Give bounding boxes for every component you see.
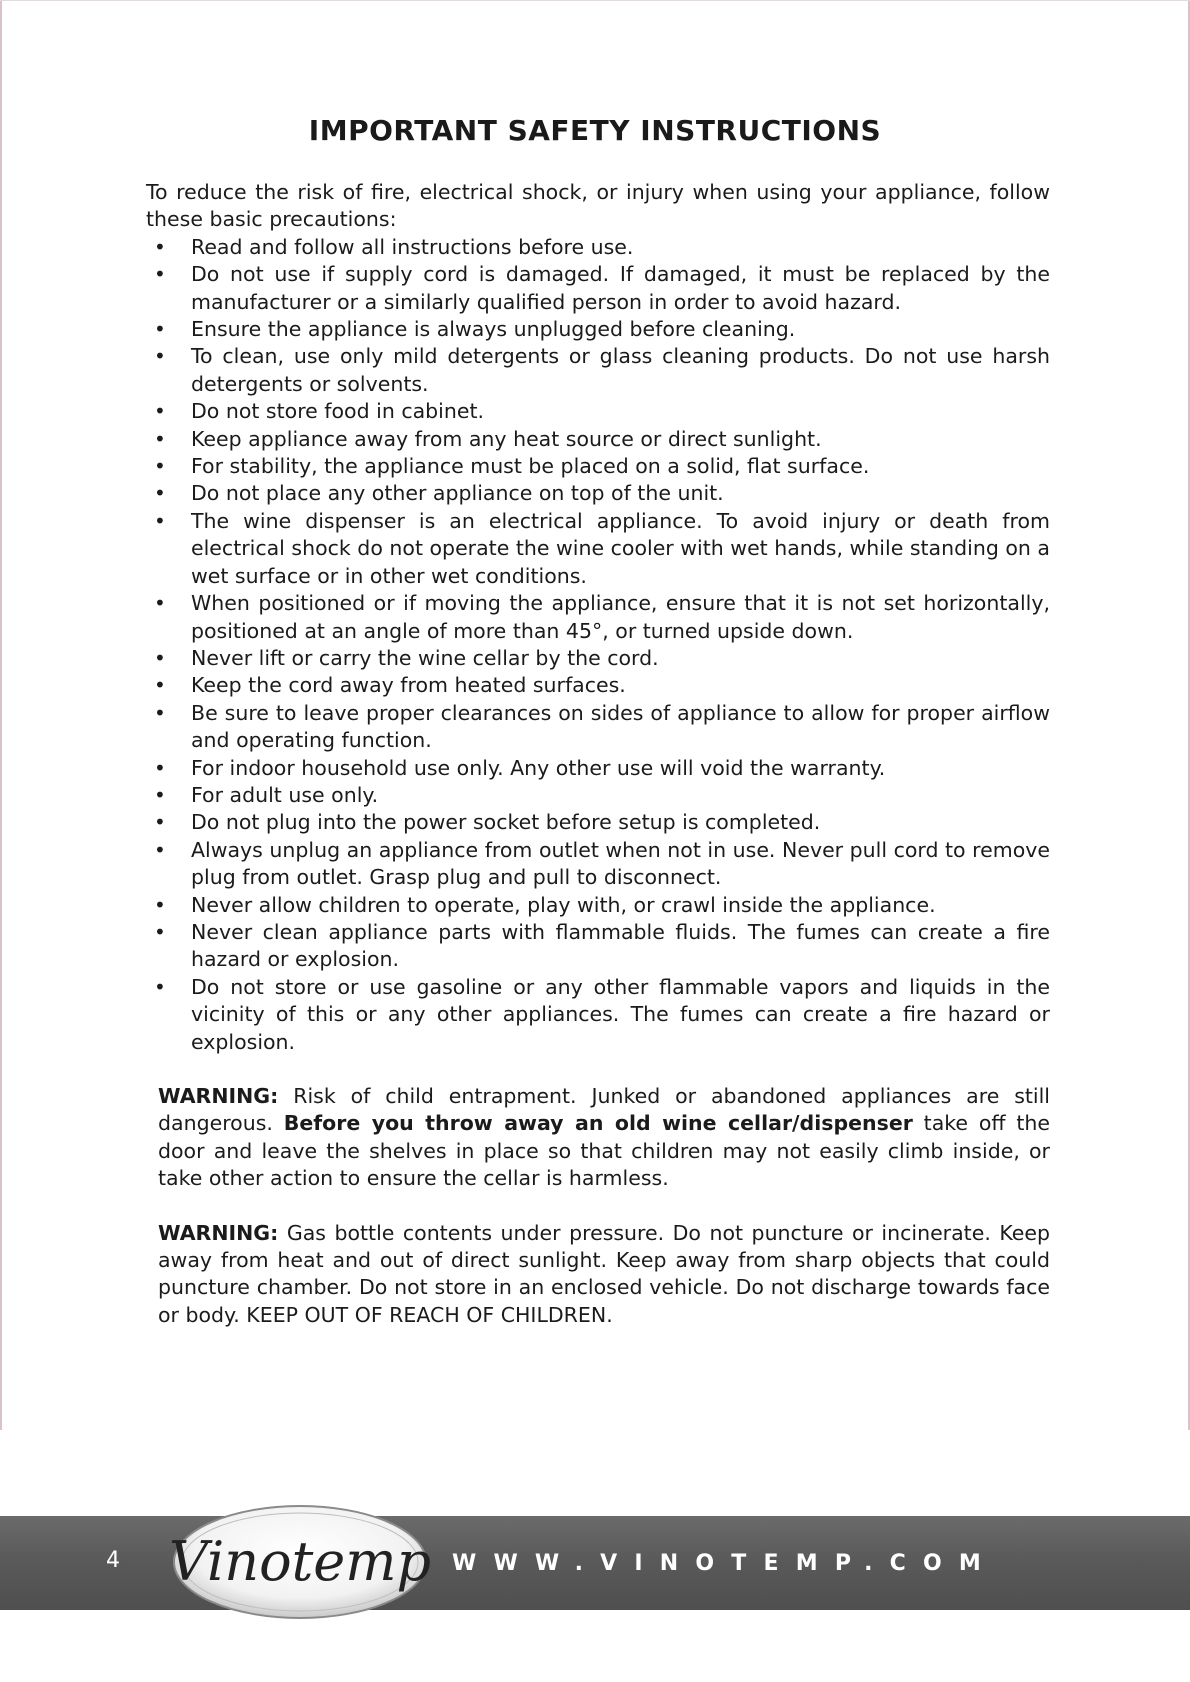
safety-rule-item — [146, 453, 1050, 480]
safety-rules-list — [146, 234, 1050, 1056]
bullet-icon: • — [154, 399, 166, 424]
safety-rule-text: Keep appliance away from any heat source or direct sunlight. — [191, 426, 822, 451]
safety-rule-item — [146, 672, 1050, 699]
bullet-icon: • — [154, 974, 166, 999]
safety-rule-item — [146, 837, 1050, 892]
intro-paragraph: To reduce the risk of fire, electrical shock, or injury when using your appliance, follow these basic precautions: — [146, 180, 1050, 232]
safety-rule-text: Be sure to leave proper clearances on sides of appliance to allow for proper airflow and operating function. — [191, 700, 1050, 753]
warning-child-entrapment — [158, 1083, 1050, 1193]
bullet-icon: • — [154, 234, 166, 259]
safety-rule-text: Do not plug into the power socket before setup is completed. — [191, 810, 821, 835]
bullet-icon: • — [154, 317, 166, 342]
safety-rule-text: For adult use only. — [191, 782, 379, 807]
bullet-icon: • — [154, 673, 166, 698]
safety-rule-item — [146, 480, 1050, 507]
safety-rule-text: Do not store food in cabinet. — [191, 399, 485, 424]
bullet-icon: • — [154, 454, 166, 479]
warning-label: WARNING: — [158, 1084, 279, 1108]
safety-rule-item — [146, 261, 1050, 316]
safety-rule-item — [146, 919, 1050, 974]
safety-rule-item — [146, 234, 1050, 261]
warning-label: WARNING: — [158, 1220, 279, 1245]
safety-rule-item — [146, 398, 1050, 425]
safety-content — [146, 179, 1050, 1329]
bullet-icon: • — [154, 755, 166, 780]
bullet-icon: • — [154, 700, 166, 725]
bullet-icon: • — [154, 892, 166, 917]
bullet-icon: • — [154, 591, 166, 616]
bullet-icon: • — [154, 508, 166, 533]
safety-rule-item — [146, 700, 1050, 755]
safety-rule-item — [146, 343, 1050, 398]
bullet-icon: • — [154, 782, 166, 807]
bullet-icon: • — [154, 810, 166, 835]
safety-rule-text: Never lift or carry the wine cellar by the cord. — [191, 645, 659, 670]
page-title: IMPORTANT SAFETY INSTRUCTIONS — [308, 114, 882, 147]
safety-rule-text: Do not use if supply cord is damaged. If damaged, it must be replaced by the manufacturer or a similarly qualified person in order to avoid hazard. — [191, 262, 1050, 314]
safety-rule-item — [146, 755, 1050, 782]
safety-rule-item — [146, 590, 1050, 645]
safety-rule-item — [146, 782, 1050, 809]
warning-gas-bottle — [158, 1220, 1050, 1330]
safety-rule-text: Ensure the appliance is always unplugged before cleaning. — [191, 317, 796, 342]
safety-rule-text: Keep the cord away from heated surfaces. — [191, 673, 626, 698]
page-number: 4 — [106, 1548, 120, 1573]
bullet-icon: • — [154, 426, 166, 451]
safety-rule-item — [146, 974, 1050, 1056]
page-edge-left — [0, 0, 2, 1430]
safety-rule-text: Always unplug an appliance from outlet when not in use. Never pull cord to remove plug from outlet. Grasp plug and pull to disconnect. — [191, 837, 1050, 890]
warning-text: take off the door and leave the shelves in place so that children may not easily climb inside, or take other action to ensure the cellar is harmless. — [158, 1111, 1050, 1191]
safety-rule-item — [146, 316, 1050, 343]
logo-wordmark: Vinotemp — [168, 1530, 432, 1593]
safety-rule-text: Do not place any other appliance on top of the unit. — [191, 481, 724, 506]
page-edge-top — [0, 0, 1190, 1]
warning-text: Gas bottle contents under pressure. Do not puncture or incinerate. Keep away from heat and out of direct sunlight. Keep away from sharp objects that could puncture chamber. Do not store in an enclosed vehicle. Do not discharge towards face or body. KEEP OUT OF REACH OF CHILDREN. — [158, 1220, 1050, 1327]
safety-rule-item — [146, 645, 1050, 672]
bullet-icon: • — [154, 837, 166, 862]
bullet-icon: • — [154, 919, 166, 944]
safety-rule-item — [146, 809, 1050, 836]
safety-rule-text: Never clean appliance parts with flammable fluids. The fumes can create a fire hazard or explosion. — [191, 919, 1050, 972]
safety-rule-item — [146, 892, 1050, 919]
safety-rule-text: Do not store or use gasoline or any other flammable vapors and liquids in the vicinity of this or any other appliances. The fumes can create a fire hazard or explosion. — [191, 974, 1050, 1054]
safety-rule-text: Read and follow all instructions before use. — [191, 234, 634, 259]
vinotemp-logo — [168, 1496, 432, 1628]
bullet-icon: • — [154, 481, 166, 506]
safety-rule-text: To clean, use only mild detergents or glass cleaning products. Do not use harsh detergents or solvents. — [191, 344, 1050, 396]
safety-rule-text: When positioned or if moving the appliance, ensure that it is not set horizontally, positioned at an angle of more than 45°, or turned upside down. — [191, 591, 1050, 643]
safety-rule-text: Never allow children to operate, play with, or crawl inside the appliance. — [191, 892, 936, 917]
warning-emphasis: Before you throw away an old wine cellar/dispenser — [283, 1111, 913, 1136]
bullet-icon: • — [154, 645, 166, 670]
safety-rule-text: The wine dispenser is an electrical appliance. To avoid injury or death from electrical shock do not operate the wine cooler with wet hands, while standing on a wet surface or in other wet conditions. — [191, 508, 1050, 588]
bullet-icon: • — [154, 344, 166, 369]
safety-rule-item — [146, 426, 1050, 453]
safety-rule-text: For indoor household use only. Any other use will void the warranty. — [191, 755, 886, 780]
safety-rule-text: For stability, the appliance must be placed on a solid, flat surface. — [191, 454, 870, 479]
safety-rule-item — [146, 508, 1050, 590]
website-url: WWW.VINOTEMP.COM — [452, 1551, 998, 1576]
warning-text: Risk of child entrapment. Junked or abandoned appliances are still dangerous. — [158, 1084, 1050, 1136]
bullet-icon: • — [154, 262, 166, 287]
